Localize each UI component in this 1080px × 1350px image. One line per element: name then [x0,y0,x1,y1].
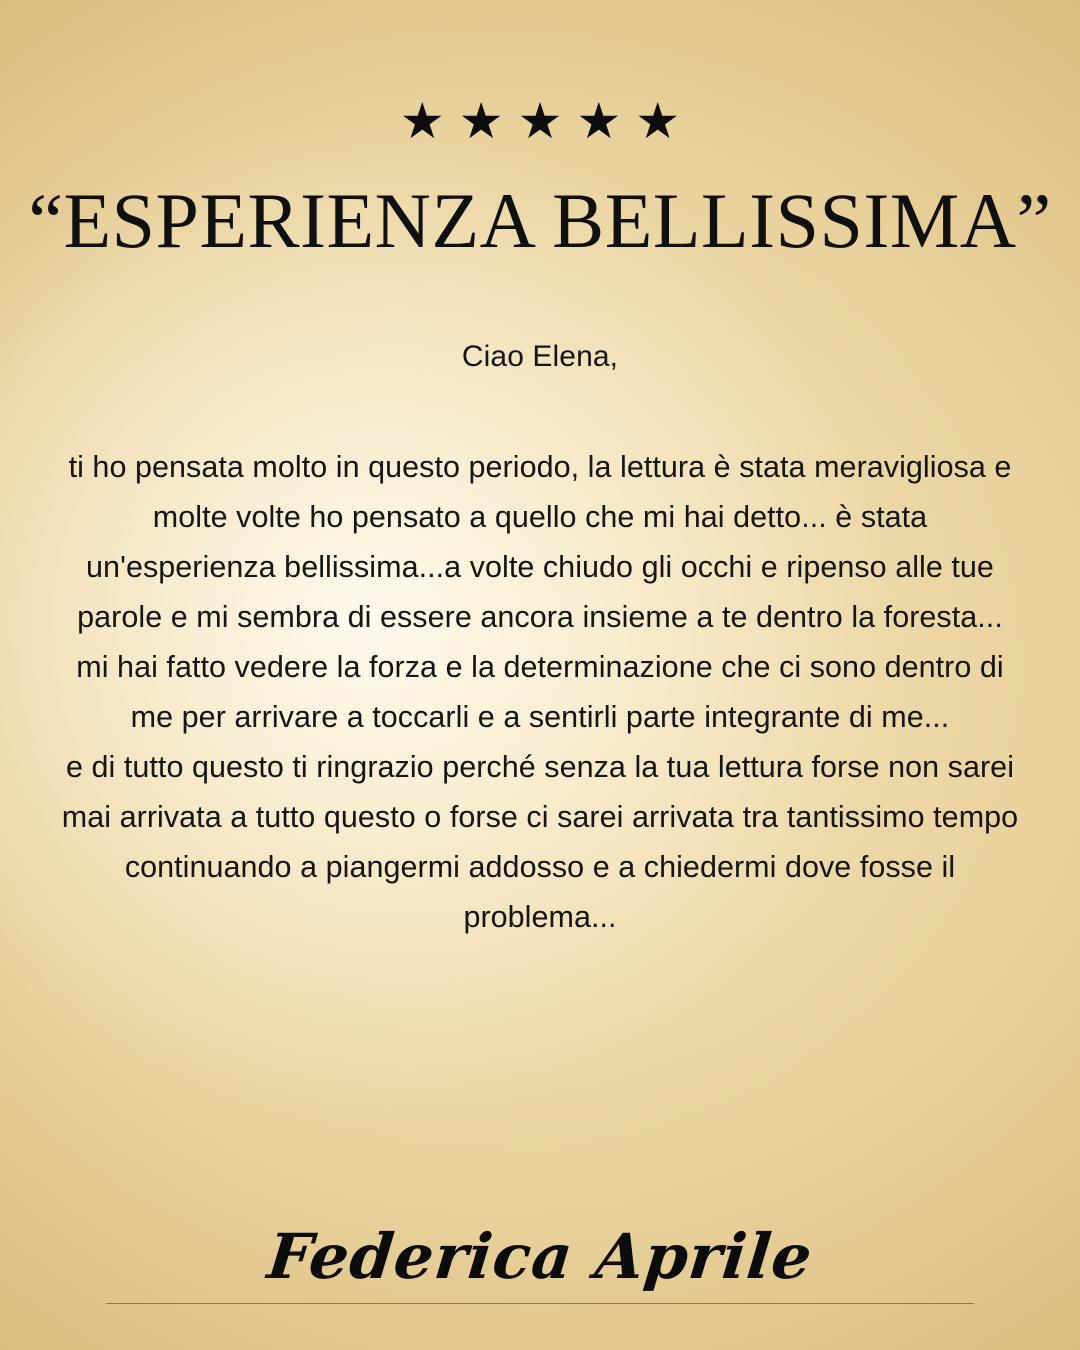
greeting-text: Ciao Elena, [461,340,619,373]
signature-divider [106,1303,974,1304]
page-title: “ESPERIENZA BELLISSIMA” [28,177,1052,264]
signature-name: Federica Aprile [264,1220,816,1293]
star-icon: ★ [517,93,563,149]
star-icon: ★ [458,93,504,149]
testimonial-paragraph: ti ho pensata molto in questo periodo, la lettura è stata meravigliosa e molte volte ho pensato a quello che mi hai detto... è stata un'esperienza bellissima...a volte chiudo gli occhi e ripenso alle tue parole e mi sembra di essere ancora insieme a te dentro la foresta... [68,450,1012,634]
signature-block [0,1220,1080,1304]
testimonial-paragraph: e di tutto questo ti ringrazio perché senza la tua lettura forse non sarei mai arrivata a tutto questo o forse ci sarei arrivata tra tantissimo tempo continuando a piangermi addosso e a chiedermi dove fosse il problema... [61,750,1019,934]
star-icon: ★ [399,93,445,149]
testimonial-paragraph: mi hai fatto vedere la forza e la determinazione che ci sono dentro di me per arrivare a toccarli e a sentirli parte integrante di me... [76,650,1004,734]
testimonial-body [56,442,1024,942]
star-icon: ★ [576,93,622,149]
star-rating [399,93,681,149]
star-icon: ★ [635,93,681,149]
